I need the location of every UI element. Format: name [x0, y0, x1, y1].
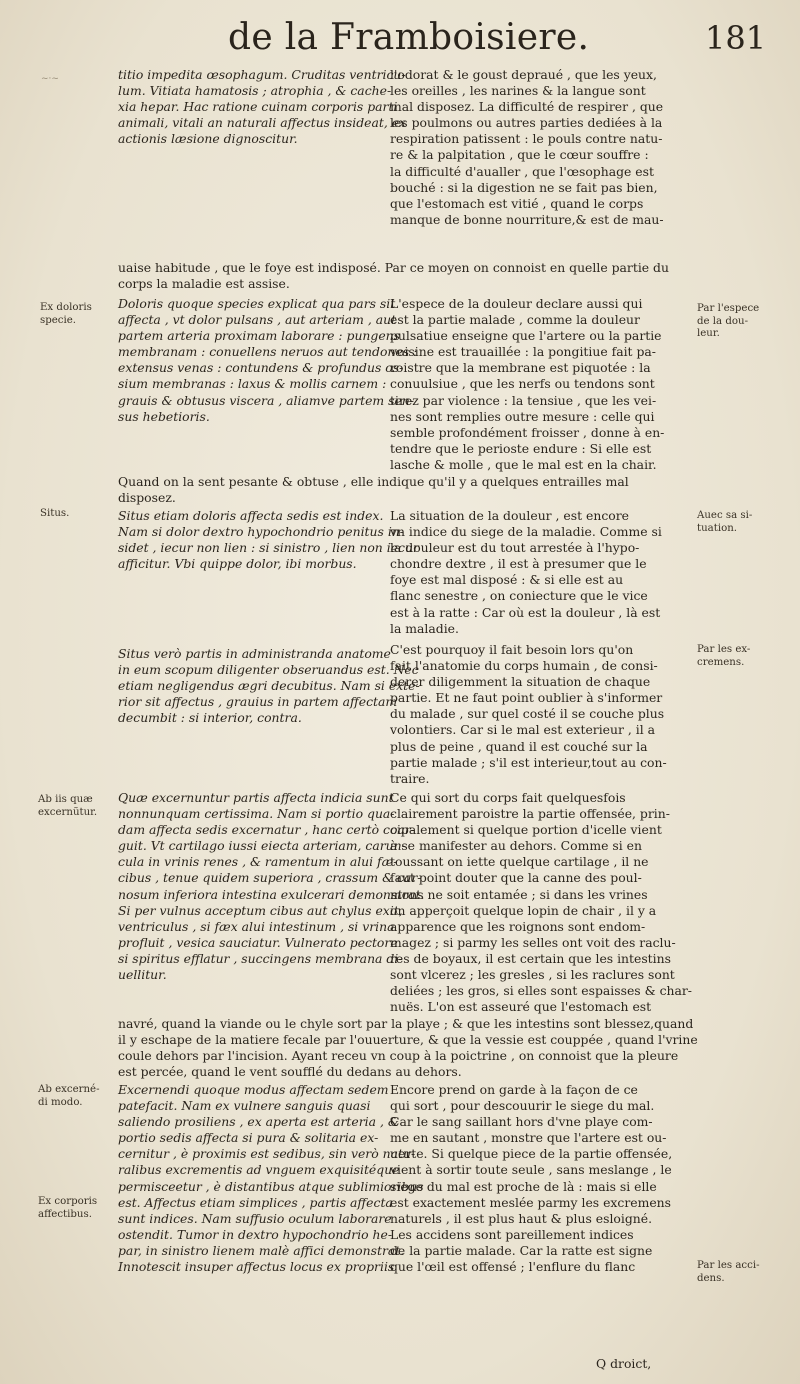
text-line: Situs verò partis in administranda anatome	[118, 646, 391, 661]
text-line: guit. Vt cartilago iussi eiecta arteriam, carun-	[118, 838, 406, 854]
latin-paragraph-4	[118, 646, 420, 726]
text-line: tirez par violence : la tensiue , que les vei-	[390, 392, 657, 408]
text-line: semble profondément froisser , donne à en-	[390, 424, 665, 440]
text-line: sont vlcerez ; les gresles , si les raclures sont	[390, 967, 675, 983]
text-line: derer diligemment la situation de chaque	[390, 674, 651, 690]
text-line: mal disposez. La difficulté de respirer , que	[390, 99, 664, 115]
text-line: flanc senestre , on coniecture que le vice	[390, 588, 648, 604]
text-line: in eum scopum diligenter obseruandus est. Nec	[118, 662, 419, 678]
text-line: Excernendi quoque modus affectam sedem	[118, 1082, 389, 1097]
text-line: afficitur. Vbi quippe dolor, ibi morbus.	[118, 556, 357, 572]
side-note-auec-sa-situation	[697, 510, 797, 535]
text-line: ventriculus , si fæx alui intestinum , si vrina	[118, 918, 395, 934]
text-line: sium membranas : laxus & mollis carnem :	[118, 376, 387, 392]
french-paragraph-6	[390, 1082, 690, 1275]
side-note-ab-excernendi	[38, 1084, 114, 1109]
text-line: est. Affectus etiam simplices , partis affecta	[118, 1194, 393, 1210]
text-line: cernitur , è proximis est sedibus, sin verò natu-	[118, 1146, 416, 1162]
text-line: de la partie malade. Car la ratte est signe	[390, 1242, 653, 1258]
text-line: foye est mal disposé : & si elle est au	[390, 572, 624, 588]
text-line: Les accidens sont pareillement indices	[390, 1226, 634, 1242]
text-line: est percée, quand le vent soufflé du dedans au dehors.	[118, 1064, 462, 1080]
text-line: à se manifester au dehors. Comme si en	[390, 838, 642, 854]
text-line: naturels , il est plus haut & plus esloigné.	[390, 1210, 653, 1226]
text-line: Situs.	[40, 508, 70, 519]
text-line: Ab excerné-	[38, 1084, 100, 1095]
text-line: patefacit. Nam ex vulnere sanguis quasi	[118, 1098, 371, 1114]
text-line: ostendit. Tumor in dextro hypochondrio he-	[118, 1226, 393, 1242]
text-line: lasche & molle , que le mal est en la chair.	[390, 456, 657, 472]
text-line: Si per vulnus acceptum cibus aut chylus exit,	[118, 902, 403, 918]
text-line: conuulsiue , que les nerfs ou tendons sont	[390, 376, 655, 392]
text-line: est exactement meslée parmy les excremens	[390, 1194, 672, 1210]
text-line: Car le sang saillant hors d'vne playe com-	[390, 1114, 653, 1130]
text-line: portio sedis affecta si pura & solitaria ex-	[118, 1130, 379, 1146]
text-line: fait l'anatomie du corps humain , de consi-	[390, 658, 658, 674]
text-line: lum. Vitiata hamatosis ; atrophia , & cache-	[118, 83, 392, 99]
full-width-paragraph-1	[118, 260, 690, 292]
text-line: disposez.	[118, 490, 176, 506]
text-line: Ex doloris	[40, 302, 92, 313]
text-line: la douleur est du tout arrestée à l'hypo-	[390, 540, 640, 556]
text-line: res de boyaux, il est certain que les intestins	[390, 950, 671, 966]
french-paragraph-3	[390, 508, 690, 637]
text-line: L'espece de la douleur declare aussi qui	[390, 296, 643, 311]
text-line: pulsatiue enseigne que l'artere ou la partie	[390, 328, 662, 344]
text-line: Ce qui sort du corps fait quelquesfois	[390, 790, 626, 805]
latin-paragraph-3	[118, 508, 419, 572]
text-line: les oreilles , les narines & la langue sont	[390, 83, 646, 99]
text-line: cremens.	[697, 656, 745, 668]
text-line: tendre que le perioste endure : Si elle est	[390, 440, 652, 456]
text-line: cula in vrinis renes , & ramentum in alui fæ-	[118, 854, 398, 870]
side-note-ex-doloris	[40, 302, 112, 327]
text-line: mons ne soit entamée ; si dans les vrines	[390, 886, 648, 902]
text-line: nuës. L'on est asseuré que l'estomach est	[390, 999, 652, 1015]
text-line: Doloris quoque species explicat qua pars sit	[118, 296, 396, 311]
text-line: faut point douter que la canne des poul-	[390, 870, 642, 886]
text-line: sus hebetioris.	[118, 408, 210, 424]
text-line: affecta , vt dolor pulsans , aut arteriam , aut	[118, 312, 397, 328]
text-line: me en sautant , monstre que l'artere est ou-	[390, 1130, 667, 1146]
text-line: rior sit affectus , grauius in partem affectam	[118, 694, 398, 710]
text-line: ralibus excrementis ad vnguem exquisitéque	[118, 1162, 400, 1178]
text-line: on apperçoit quelque lopin de chair , il y a	[390, 902, 657, 918]
text-line: Situs etiam doloris affecta sedis est index.	[118, 508, 384, 523]
text-line: animali, vitali an naturali affectus insideat, ex	[118, 115, 407, 131]
text-line: traire.	[390, 770, 430, 786]
text-line: C'est pourquoy il fait besoin lors qu'on	[390, 642, 634, 657]
text-line: plus de peine , quand il est couché sur la	[390, 738, 648, 754]
text-line: est la partie malade , comme la douleur	[390, 312, 640, 328]
text-line: que l'œil est offensé ; l'enflure du flanc	[390, 1259, 636, 1275]
text-line: uerte. Si quelque piece de la partie offensée,	[390, 1146, 673, 1162]
text-line: uellitur.	[118, 967, 167, 983]
text-line: dam affecta sedis excernatur , hanc certò coar-	[118, 822, 415, 838]
side-note-situs	[40, 508, 112, 521]
text-line: magez ; si parmy les selles ont voit des raclu-	[390, 934, 676, 950]
side-note-par-les-excremens	[697, 644, 797, 669]
text-line: que l'estomach est vitié , quand le corps	[390, 195, 644, 211]
text-line: uaise habitude , que le foye est indisposé. Par ce moyen on connoist en quelle partie du	[118, 260, 669, 275]
text-line: voisine est trauaillée : la pongitiue fait pa-	[390, 344, 656, 360]
page-header	[0, 16, 800, 60]
text-line: actionis læsione dignoscitur.	[118, 131, 298, 147]
text-line: est à la ratte : Car où est la douleur , là est	[390, 604, 661, 620]
text-line: clairement paroistre la partie offensée, prin-	[390, 806, 670, 822]
text-line: xia hepar. Hac ratione cuinam corporis parti	[118, 99, 398, 115]
text-line: excernũtur.	[38, 806, 98, 818]
text-line: chondre dextre , il est à presumer que le	[390, 556, 647, 572]
text-line: etiam negligendus ægri decubitus. Nam si exte-	[118, 678, 420, 694]
page-number: 181	[705, 19, 767, 57]
text-line: la maladie.	[390, 620, 459, 636]
ink-mark: ~·~	[41, 74, 59, 84]
text-line: dens.	[697, 1272, 725, 1284]
latin-paragraph-6	[118, 1082, 424, 1275]
text-line: partem arteria proximam laborare : pungens	[118, 328, 401, 344]
catchword: Q droict,	[596, 1356, 652, 1371]
text-line: specie.	[40, 314, 77, 326]
latin-paragraph-1	[118, 67, 407, 147]
side-note-ex-corporis	[38, 1196, 114, 1221]
text-line: apparence que les roignons sont endom-	[390, 918, 646, 934]
text-line: tuation.	[697, 522, 738, 534]
text-line: siege du mal est proche de là : mais si elle	[390, 1178, 657, 1194]
text-line: Ab iis quæ	[38, 794, 93, 805]
text-line: nosum inferiora intestina exulcerari demonstrat.	[118, 886, 425, 902]
text-line: Encore prend on garde à la façon de ce	[390, 1082, 638, 1097]
side-note-par-les-accidens	[697, 1260, 797, 1285]
text-line: sidet , iecur non lien : si sinistro , lien non iecur	[118, 540, 419, 556]
text-line: cipalement si quelque portion d'icelle vient	[390, 822, 662, 838]
text-line: Innotescit insuper affectus locus ex propriis	[118, 1259, 395, 1275]
text-line: la difficulté d'aualler , que l'œsophage est	[390, 163, 654, 179]
text-line: bouché : si la digestion ne se fait pas bien,	[390, 179, 658, 195]
text-line: leur.	[697, 328, 720, 340]
text-line: par, in sinistro lienem malè affici demonstrat.	[118, 1242, 405, 1258]
latin-paragraph-5	[118, 790, 425, 983]
text-line: titio impedita œsophagum. Cruditas ventricu-	[118, 67, 406, 82]
french-paragraph-2	[390, 296, 690, 473]
french-paragraph-5	[390, 790, 690, 1015]
text-line: toussant on iette quelque cartilage , il ne	[390, 854, 649, 870]
text-line: respiration patissent : le pouls contre natu-	[390, 131, 663, 147]
text-line: manque de bonne nourriture,& est de mau-	[390, 211, 664, 227]
text-line: partie. Et ne faut point oublier à s'informer	[390, 690, 663, 706]
text-line: nonnunquam certissima. Nam si portio qua-	[118, 806, 395, 822]
text-line: Ex corporis	[38, 1196, 98, 1207]
text-line: re & la palpitation , que le cœur souffre :	[390, 147, 649, 163]
text-line: l'odorat & le goust depraué , que les yeux,	[390, 67, 657, 82]
french-paragraph-1	[390, 67, 690, 228]
text-line: corps la maladie est assise.	[118, 276, 290, 292]
text-line: coule dehors par l'incision. Ayant receu vn coup à la poictrine , on connoist que la pleure	[118, 1048, 679, 1064]
text-line: Nam si dolor dextro hypochondrio penitus in-	[118, 524, 404, 540]
running-title: de la Framboisiere.	[228, 17, 590, 58]
text-line: Par les ex-	[697, 644, 751, 655]
french-paragraph-4	[390, 642, 690, 787]
text-line: Par les acci-	[697, 1260, 760, 1271]
text-line: de la dou-	[697, 315, 749, 327]
text-line: si spiritus efflatur , succingens membrana di-	[118, 950, 403, 966]
text-line: cibus , tenue quidem superiora , crassum & car-	[118, 870, 422, 886]
text-line: affectibus.	[38, 1208, 92, 1220]
text-line: profluit , vesica sauciatur. Vulnerato pectore	[118, 934, 398, 950]
text-line: permisceetur , è distantibus atque sublimioribus	[118, 1178, 424, 1194]
text-line: vn indice du siege de la maladie. Comme si	[390, 524, 662, 540]
text-line: decumbit : si interior, contra.	[118, 710, 302, 726]
text-line: extensus venas : contundens & profundus os-	[118, 360, 404, 376]
full-width-paragraph-3	[118, 1016, 698, 1080]
side-note-par-l-espece	[697, 303, 797, 341]
text-line: partie malade ; s'il est interieur,tout au con-	[390, 754, 667, 770]
text-line: vient à sortir toute seule , sans meslange , le	[390, 1162, 672, 1178]
text-line: sunt indices. Nam suffusio oculum laborare	[118, 1210, 392, 1226]
text-line: grauis & obtusus viscera , aliamve partem sen-	[118, 392, 414, 408]
text-line: di modo.	[38, 1096, 83, 1108]
text-line: roistre que la membrane est piquotée : la	[390, 360, 651, 376]
side-note-ab-iis	[38, 794, 114, 819]
text-line: nes sont remplies outre mesure : celle qui	[390, 408, 655, 424]
text-line: Quand on la sent pesante & obtuse , elle indique qu'il y a quelques entrailles mal	[118, 474, 629, 489]
text-line: les poulmons ou autres parties dediées à la	[390, 115, 663, 131]
text-line: navré, quand la viande ou le chyle sort par la playe ; & que les intestins sont blessez,quand	[118, 1016, 694, 1031]
full-width-paragraph-2	[118, 474, 690, 506]
text-line: Par l'espece	[697, 303, 760, 314]
latin-paragraph-2	[118, 296, 418, 425]
text-line: du malade , sur quel costé il se couche plus	[390, 706, 665, 722]
text-line: volontiers. Car si le mal est exterieur , il a	[390, 722, 655, 738]
text-line: deliées ; les gros, si elles sont espaisses & char-	[390, 983, 692, 999]
text-line: qui sort , pour descouurir le siege du mal.	[390, 1098, 655, 1114]
text-line: Quæ excernuntur partis affecta indicia sunt	[118, 790, 394, 805]
text-line: saliendo prosiliens , ex aperta est arteria , &	[118, 1114, 399, 1130]
text-line: Auec sa si-	[697, 510, 753, 521]
text-line: La situation de la douleur , est encore	[390, 508, 629, 523]
text-line: il y eschape de la matiere fecale par l'ouuerture, & que la vessie est couppée , quand l'vrine	[118, 1032, 698, 1048]
text-line: membranam : conuellens neruos aut tendones :	[118, 344, 418, 360]
